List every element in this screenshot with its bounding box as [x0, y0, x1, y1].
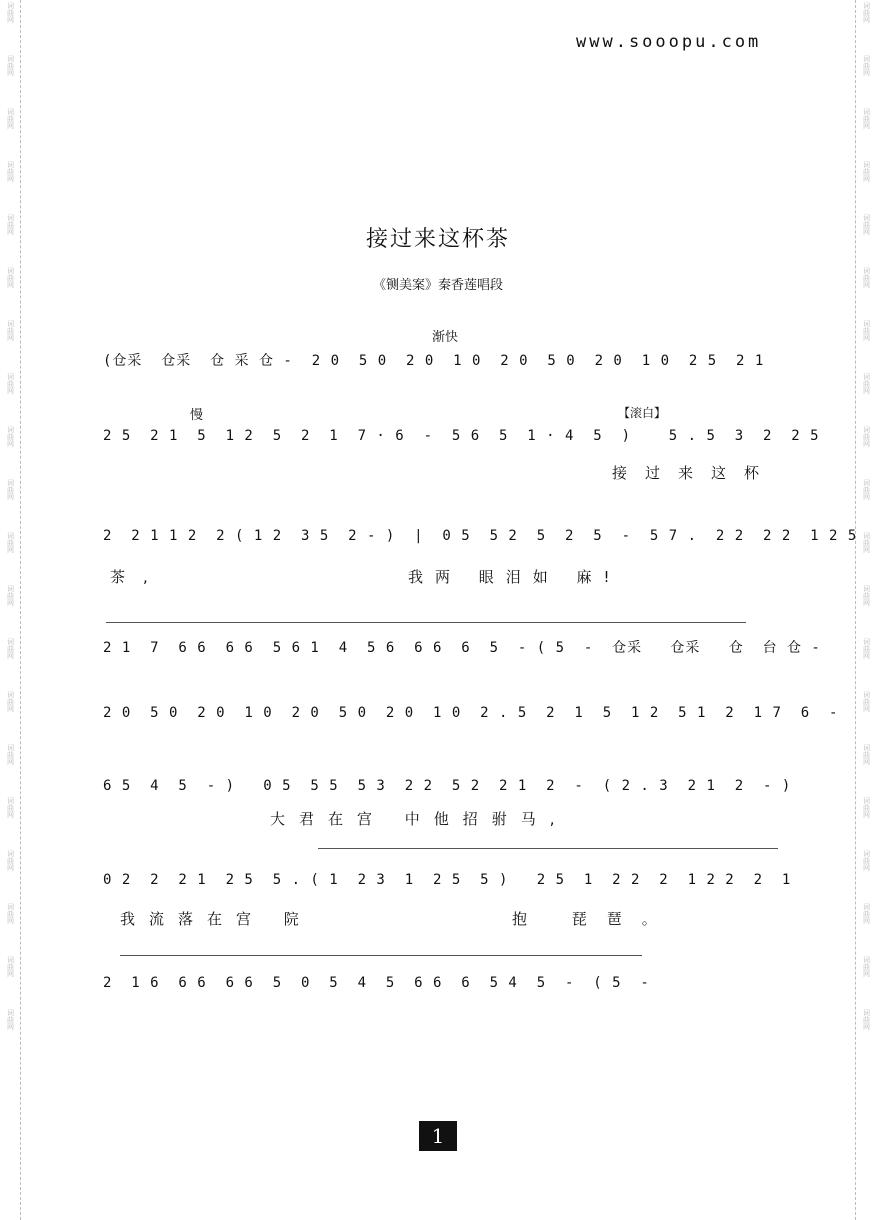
watermark-text: 词曲网 [862, 267, 871, 288]
watermark-text: 词曲网 [862, 797, 871, 818]
notation-line-5: 2 0 5 0 2 0 1 0 2 0 5 0 2 0 1 0 2 . 5 2 1 5 1 2 5 1 2 1 7 6 - [103, 705, 839, 721]
watermark-text: 词曲网 [862, 956, 871, 977]
watermark-text: 词曲网 [6, 320, 15, 341]
lyric-line-4b: 抱 琵琶。 [512, 910, 677, 928]
watermark-text: 词曲网 [6, 903, 15, 924]
watermark-text: 词曲网 [862, 479, 871, 500]
watermark-text: 词曲网 [6, 1009, 15, 1030]
tempo-marking-accelerando: 渐快 [432, 330, 459, 345]
watermark-text: 词曲网 [6, 373, 15, 394]
watermark-text: 词曲网 [862, 1009, 871, 1030]
tempo-marking-slow: 慢 [190, 408, 204, 423]
watermark-text: 词曲网 [862, 585, 871, 606]
notation-line-8: 2 1 6 6 6 6 6 5 0 5 4 5 6 6 6 5 4 5 - ( 5 - [103, 975, 650, 991]
watermark-text: 词曲网 [862, 214, 871, 235]
watermark-text: 词曲网 [6, 797, 15, 818]
lyric-line-2b: 我两 眼泪如 麻! [408, 568, 622, 586]
lyric-line-3: 大君在宫 中他招驸马, [270, 810, 569, 828]
site-url: www.sooopu.com [576, 32, 762, 52]
watermark-text: 词曲网 [862, 55, 871, 76]
watermark-text: 词曲网 [862, 744, 871, 765]
notation-line-7: 0 2 2 2 1 2 5 5 . ( 1 2 3 1 2 5 5 ) 2 5 1 2 2 2 1 2 2 2 1 [103, 872, 792, 888]
left-watermark-strip [0, 0, 21, 1220]
watermark-text: 词曲网 [6, 691, 15, 712]
watermark-text: 词曲网 [862, 903, 871, 924]
watermark-text: 词曲网 [862, 373, 871, 394]
watermark-text: 词曲网 [6, 744, 15, 765]
notation-line-2: 2 5 2 1 5 1 2 5 2 1 7 · 6 - 5 6 5 1 · 4 5 ) 5 . 5 3 2 2 5 [103, 428, 820, 444]
watermark-text: 词曲网 [6, 585, 15, 606]
lyric-line-2a: 茶, [110, 568, 166, 586]
watermark-text: 词曲网 [862, 320, 871, 341]
watermark-text: 词曲网 [6, 426, 15, 447]
page-number: 1 [419, 1121, 457, 1151]
watermark-text: 词曲网 [6, 532, 15, 553]
watermark-text: 词曲网 [6, 956, 15, 977]
song-subtitle: 《铡美案》秦香莲唱段 [372, 278, 503, 293]
watermark-text: 词曲网 [862, 850, 871, 871]
watermark-text: 词曲网 [6, 850, 15, 871]
watermark-text: 词曲网 [6, 108, 15, 129]
watermark-text: 词曲网 [862, 161, 871, 182]
watermark-text: 词曲网 [6, 214, 15, 235]
watermark-text: 词曲网 [6, 479, 15, 500]
notation-line-1: (仓采 仓采 仓 采 仓 - 2 0 5 0 2 0 1 0 2 0 5 0 2 0 1 0 2 5 2 1 [103, 353, 765, 369]
watermark-text: 词曲网 [862, 532, 871, 553]
lyric-line-1: 接过来这杯 [612, 464, 778, 482]
watermark-text: 词曲网 [862, 426, 871, 447]
watermark-text: 词曲网 [862, 691, 871, 712]
watermark-text: 词曲网 [862, 638, 871, 659]
phrase-slur [106, 622, 746, 623]
notation-line-6: 6 5 4 5 - ) 0 5 5 5 5 3 2 2 5 2 2 1 2 - ( 2 . 3 2 1 2 - ) [103, 778, 792, 794]
notation-line-3: 2 2 1 1 2 2 ( 1 2 3 5 2 - ) | 0 5 5 2 5 2 5 - 5 7 . 2 2 2 2 1 2 5 [103, 528, 858, 544]
watermark-text: 词曲网 [6, 55, 15, 76]
watermark-text: 词曲网 [6, 161, 15, 182]
phrase-slur [318, 848, 778, 849]
watermark-text: 词曲网 [6, 2, 15, 23]
section-tag: 【滚白】 [618, 406, 667, 420]
watermark-text: 词曲网 [862, 2, 871, 23]
song-title: 接过来这杯茶 [365, 227, 510, 252]
notation-line-4: 2 1 7 6 6 6 6 5 6 1 4 5 6 6 6 6 5 - ( 5 - 仓采 仓采 仓 台 仓 - [103, 640, 821, 656]
lyric-line-4a: 我流落在宫 院 [120, 910, 313, 928]
watermark-text: 词曲网 [6, 638, 15, 659]
right-watermark-strip [855, 0, 876, 1220]
watermark-text: 词曲网 [6, 267, 15, 288]
watermark-text: 词曲网 [862, 108, 871, 129]
phrase-slur [120, 955, 642, 956]
